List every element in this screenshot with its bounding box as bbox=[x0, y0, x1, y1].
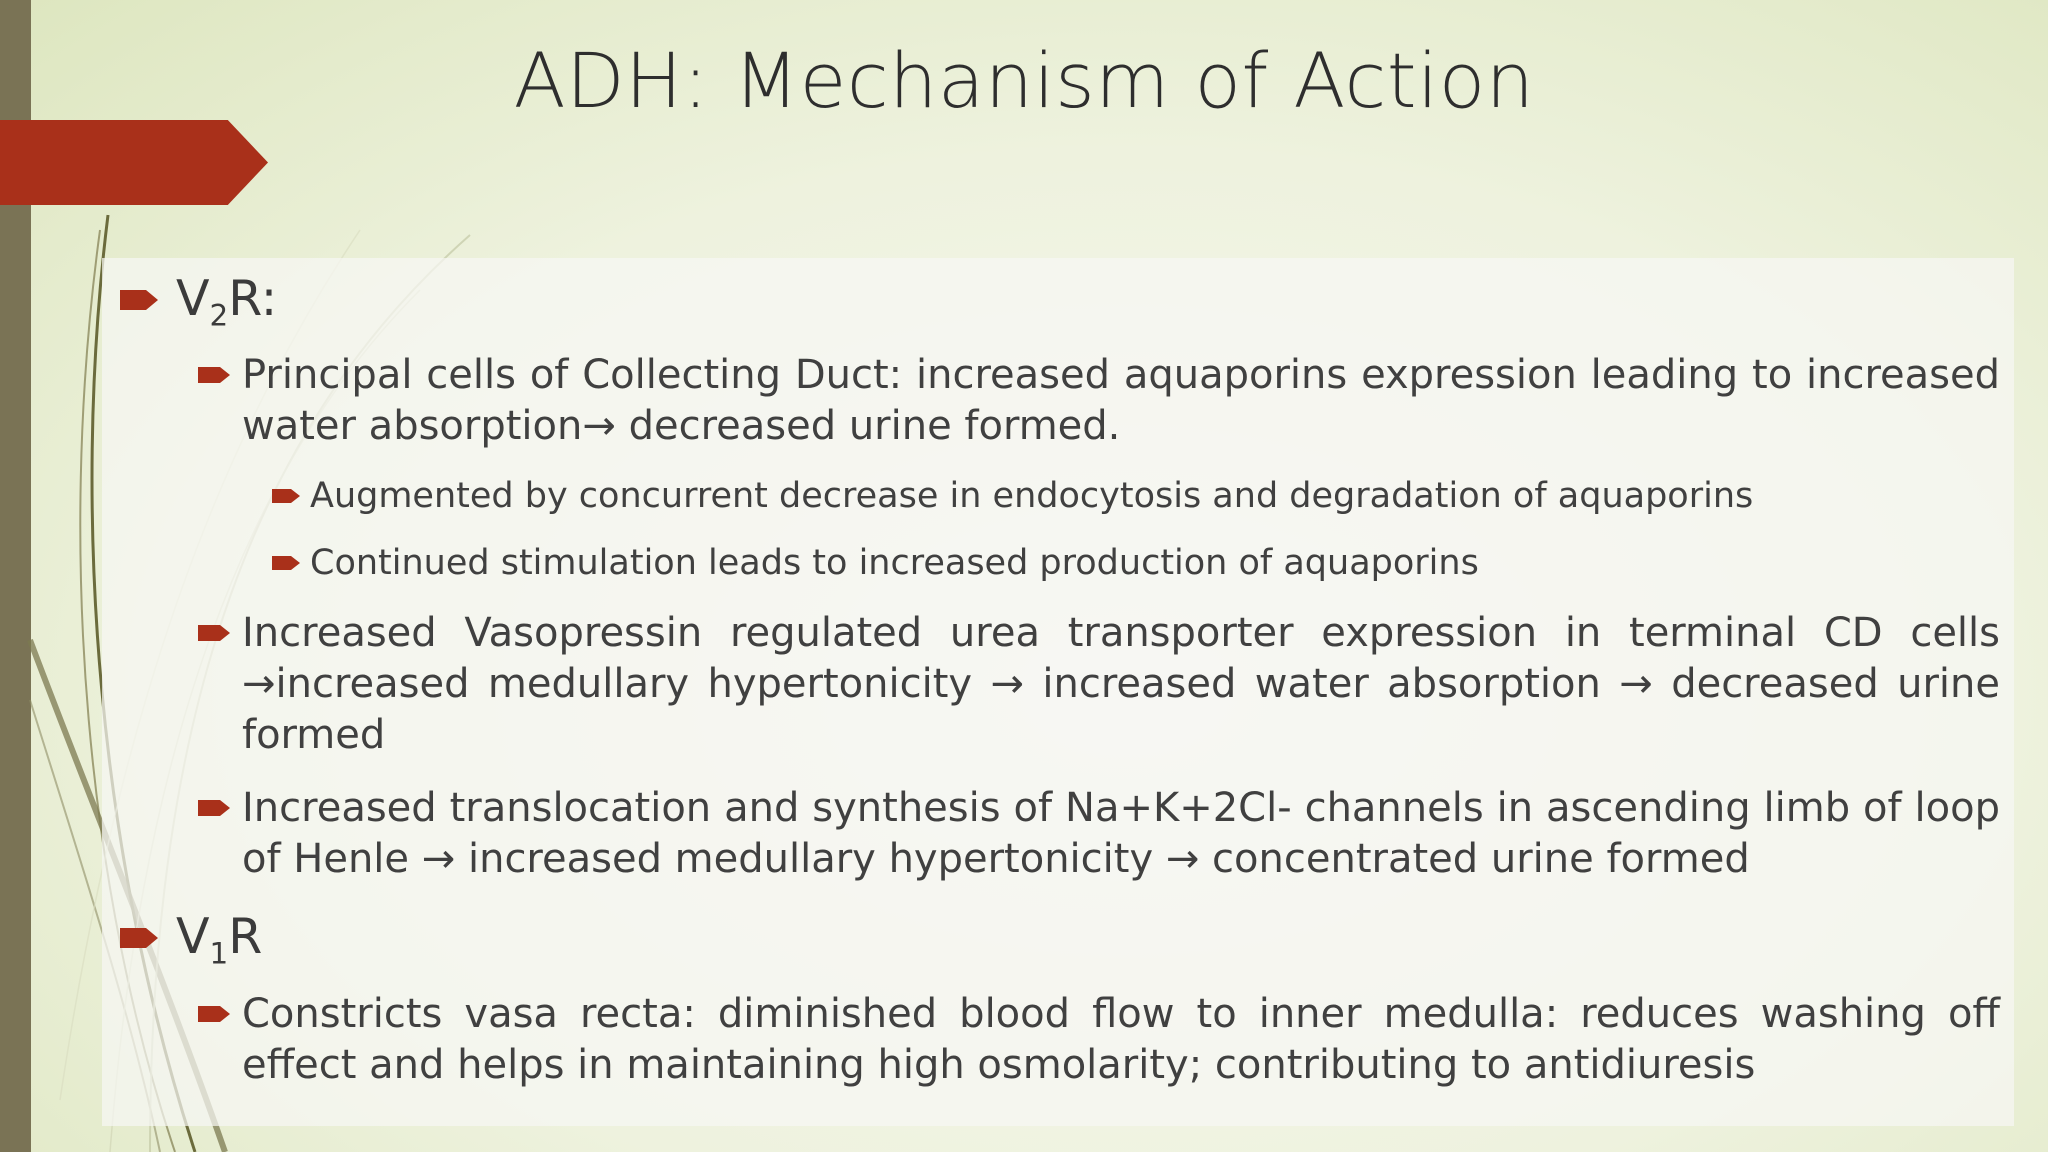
v2r-item-text: Increased translocation and synthesis of Na+K+2Cl- channels in ascending limb of loop of Henle → increased medullary hypertonicity → concentrated urine formed bbox=[242, 785, 2000, 882]
v1r-item-text: Constricts vasa recta: diminished blood flow to inner medulla: reduces washing off effect and helps in maintaining high osmolarity; contributing to antidiuresis bbox=[242, 991, 2000, 1088]
v2r-label-main: V bbox=[176, 270, 210, 327]
list-item bbox=[198, 783, 2000, 885]
arrow-bullet-icon bbox=[198, 365, 230, 385]
v2r-label-sub: 2 bbox=[209, 298, 229, 333]
v2r-item-text: Increased Vasopressin regulated urea transporter expression in terminal CD cells →increased medullary hypertonicity → increased water absorption → decreased urine formed bbox=[242, 610, 2000, 758]
arrow-bullet-icon bbox=[198, 798, 230, 818]
arrow-bullet-icon bbox=[198, 1004, 230, 1024]
list-item bbox=[272, 473, 2002, 519]
v2r-item-text: Principal cells of Collecting Duct: increased aquaporins expression leading to increased water absorption→ decreased urine formed. bbox=[242, 352, 2000, 449]
v2r-item-text: Continued stimulation leads to increased production of aquaporins bbox=[310, 543, 1479, 583]
arrow-bullet-icon bbox=[120, 288, 158, 312]
v1r-label-main: V bbox=[176, 908, 210, 965]
v2r-item-text: Augmented by concurrent decrease in endocytosis and degradation of aquaporins bbox=[310, 476, 1754, 516]
arrow-bullet-icon bbox=[120, 926, 158, 950]
arrow-bullet-icon bbox=[272, 554, 300, 572]
arrow-bullet-icon bbox=[272, 487, 300, 505]
arrow-bullet-icon bbox=[198, 623, 230, 643]
list-item bbox=[198, 608, 2000, 761]
v1r-label-suffix: R bbox=[228, 908, 263, 965]
v2r-label-suffix: R: bbox=[228, 270, 278, 327]
list-item bbox=[272, 540, 2002, 586]
v1r-label-sub: 1 bbox=[209, 936, 229, 971]
slide-title: ADH: Mechanism of Action bbox=[513, 36, 1535, 125]
list-item bbox=[198, 350, 2000, 452]
list-item bbox=[198, 989, 2000, 1091]
